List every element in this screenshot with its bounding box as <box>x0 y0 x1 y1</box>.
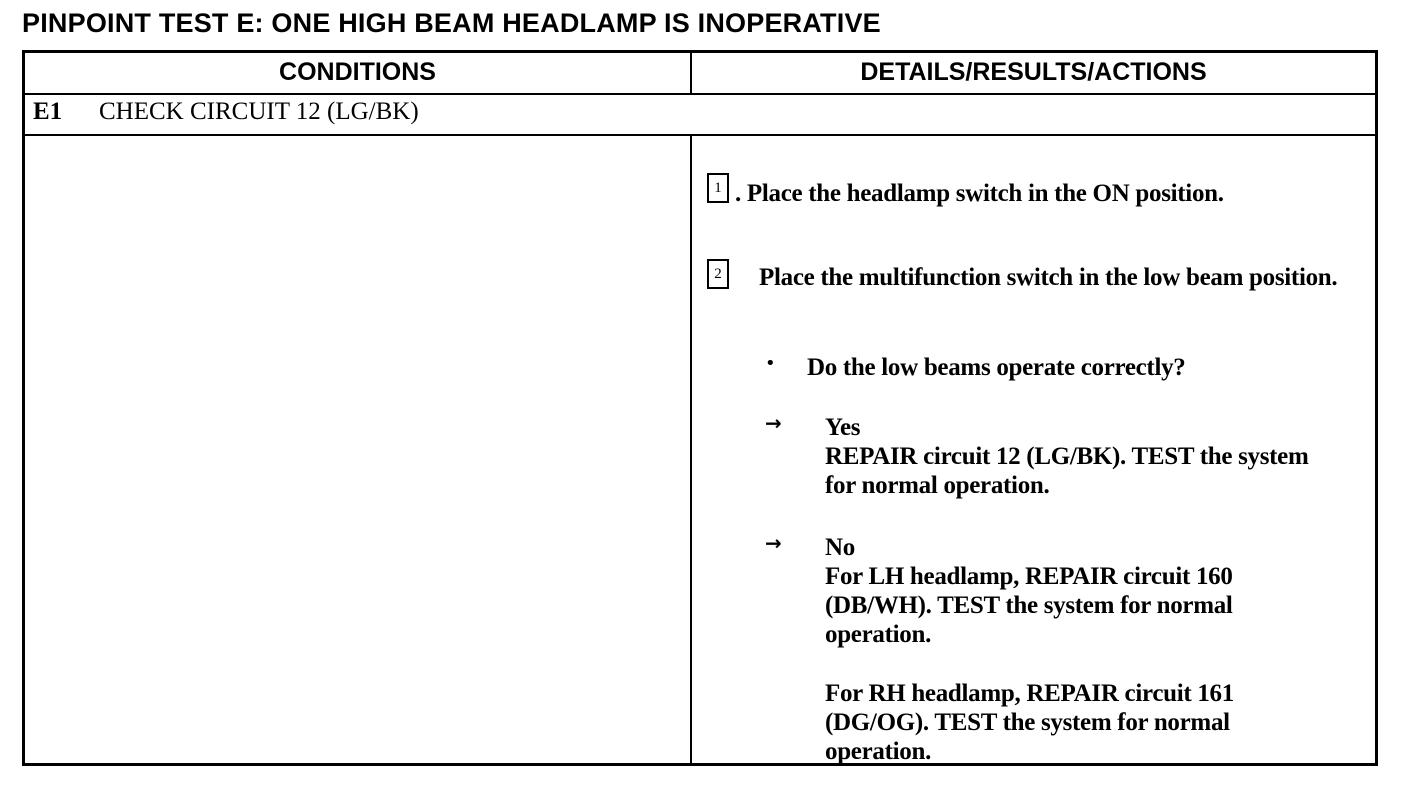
header-divider <box>690 53 692 93</box>
result-answer: Yes <box>825 414 861 441</box>
arrow-right-icon: → <box>765 531 782 555</box>
result-no <box>825 533 1315 766</box>
bullet-icon: • <box>765 353 776 374</box>
result-action: REPAIR circuit 12 (LG/BK). TEST the system for normal operation. <box>825 443 1309 499</box>
step-id: E1 <box>33 98 63 125</box>
question-text: Do the low beams operate correctly? <box>807 354 1186 381</box>
step-number-box: 1 <box>707 173 729 203</box>
pinpoint-test-table <box>22 50 1378 766</box>
result-action-rh: For RH headlamp, REPAIR circuit 161 (DG/OG). TEST the system for normal operation. <box>825 680 1234 765</box>
result-answer: No <box>825 534 855 561</box>
action-text: . Place the headlamp switch in the ON position. <box>735 180 1224 207</box>
header-row-separator <box>25 93 1375 95</box>
result-action-lh: For LH headlamp, REPAIR circuit 160 (DB/WH). TEST the system for normal operation. <box>825 563 1233 648</box>
result-yes <box>825 413 1315 500</box>
step-label: CHECK CIRCUIT 12 (LG/BK) <box>99 98 419 125</box>
arrow-right-icon: → <box>765 411 782 435</box>
step-row <box>33 98 419 126</box>
details-header: DETAILS/RESULTS/ACTIONS <box>860 58 1207 86</box>
body-divider <box>690 136 692 763</box>
action-text: Place the multifunction switch in the low beam position. <box>759 264 1338 291</box>
conditions-header: CONDITIONS <box>279 58 436 86</box>
page-title: PINPOINT TEST E: ONE HIGH BEAM HEADLAMP IS INOPERATIVE <box>22 8 881 38</box>
step-row-separator <box>25 134 1375 136</box>
step-number-box: 2 <box>707 259 729 289</box>
